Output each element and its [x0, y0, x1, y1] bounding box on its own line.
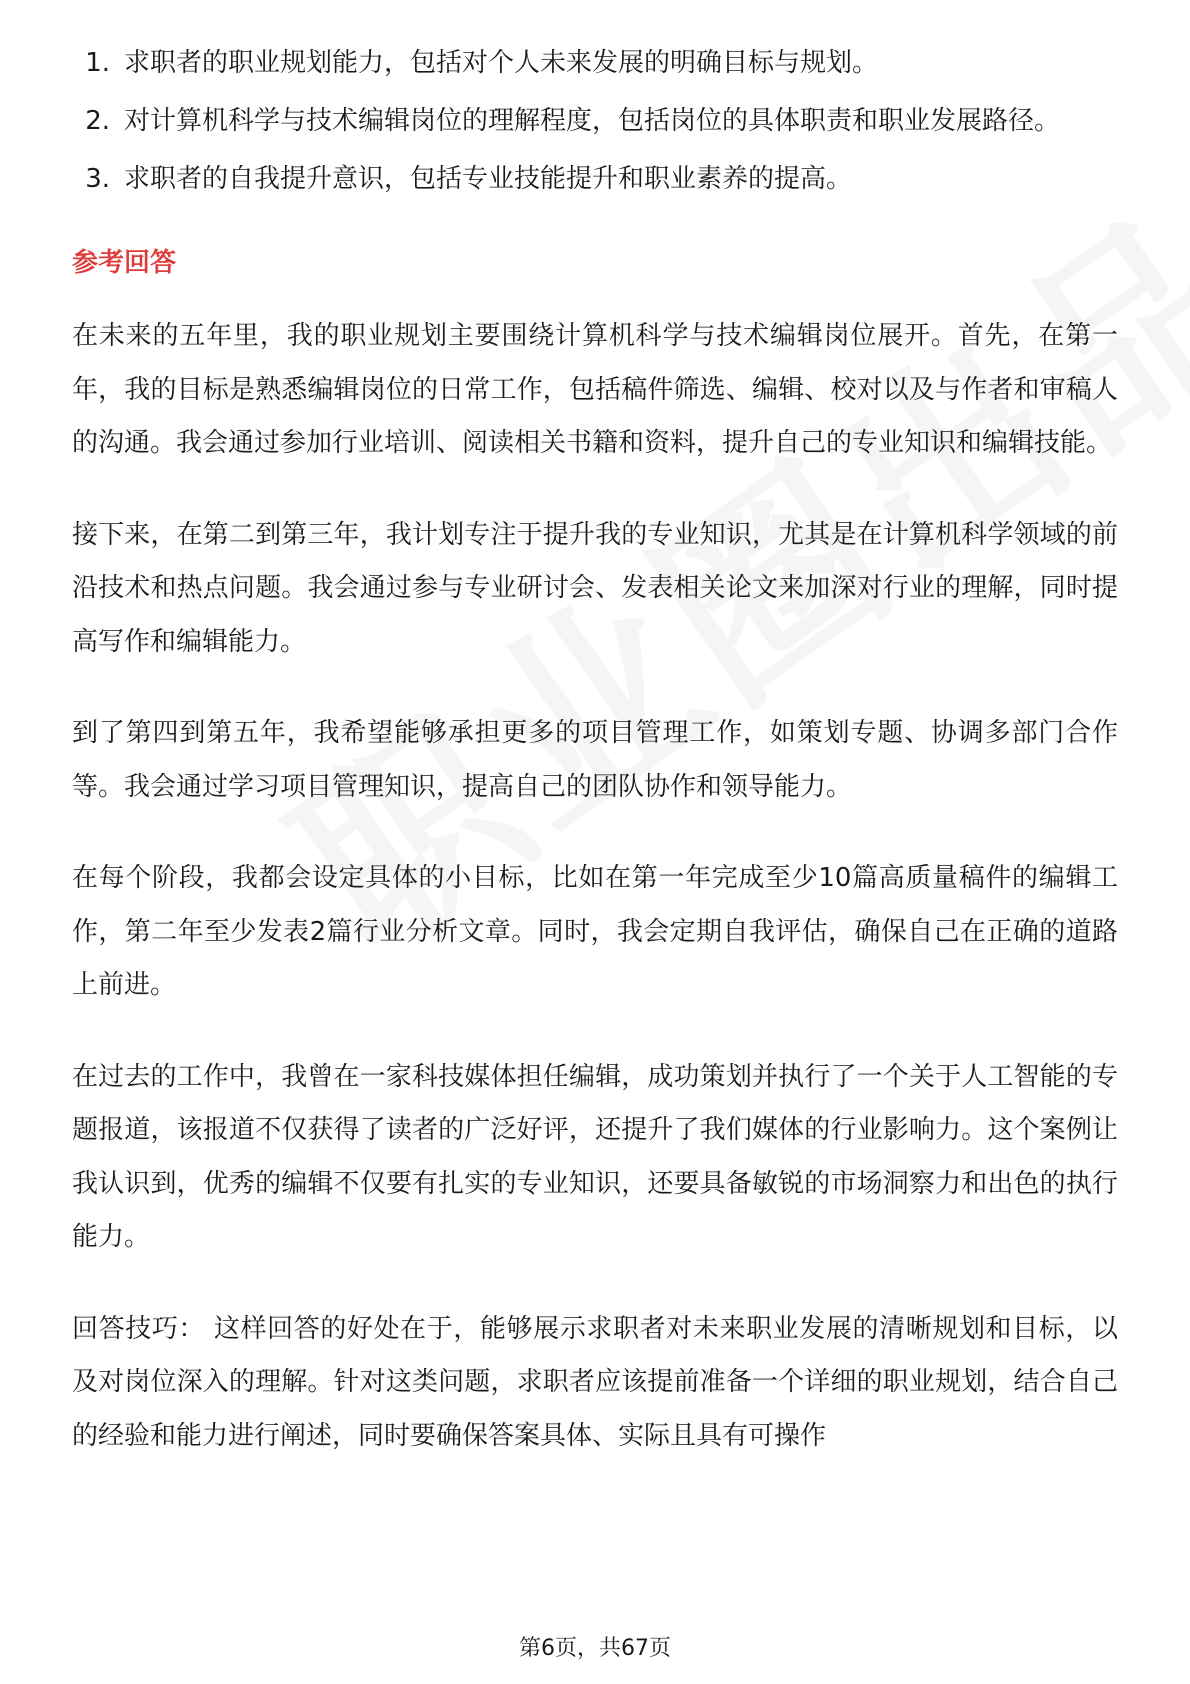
document-body — [72, 0, 1118, 1501]
paragraph: 接下来，在第二到第三年，我计划专注于提升我的专业知识，尤其是在计算机科学领域的前沿技术和热点问题。我会通过参与专业研讨会、发表相关论文来加深对行业的理解，同时提高写作和编辑能力。 — [72, 519, 1118, 657]
paragraph: 在每个阶段，我都会设定具体的小目标，比如在第一年完成至少10篇高质量稿件的编辑工作，第二年至少发表2篇行业分析文章。同时，我会定期自我评估，确保自己在正确的道路上前进。 — [72, 863, 1118, 1000]
list-item — [72, 153, 1118, 206]
list-item — [72, 95, 1118, 148]
list-number: 1. — [85, 48, 110, 78]
page-footer: 第6页，共67页 — [519, 1636, 671, 1661]
paragraph: 回答技巧： 这样回答的好处在于，能够展示求职者对未来职业发展的清晰规划和目标，以及对岗位深入的理解。针对这类问题，求职者应该提前准备一个详细的职业规划，结合自己的经验和能力进行阐述，同时要确保答案具体、实际且具有可操作 — [72, 1313, 1118, 1451]
list-number: 2. — [85, 106, 110, 136]
paragraph: 在过去的工作中，我曾在一家科技媒体担任编辑，成功策划并执行了一个关于人工智能的专题报道，该报道不仅获得了读者的广泛好评，还提升了我们媒体的行业影响力。这个案例让我认识到，优秀的编辑不仅要有扎实的专业知识，还要具备敏锐的市场洞察力和出色的执行能力。 — [72, 1061, 1118, 1252]
list-text: 对计算机科学与技术编辑岗位的理解程度，包括岗位的具体职责和职业发展路径。 — [124, 106, 1061, 136]
section-heading: 参考回答 — [72, 248, 177, 278]
list-number: 3. — [85, 164, 110, 194]
criteria-list — [72, 37, 1118, 206]
paragraph: 在未来的五年里，我的职业规划主要围绕计算机科学与技术编辑岗位展开。首先，在第一年，我的目标是熟悉编辑岗位的日常工作，包括稿件筛选、编辑、校对以及与作者和审稿人的沟通。我会通过参加行业培训、阅读相关书籍和资料，提升自己的专业知识和编辑技能。 — [72, 321, 1118, 458]
list-text: 求职者的自我提升意识，包括专业技能提升和职业素养的提高。 — [124, 164, 853, 194]
list-item — [72, 37, 1118, 90]
list-text: 求职者的职业规划能力，包括对个人未来发展的明确目标与规划。 — [124, 48, 879, 78]
paragraph: 到了第四到第五年，我希望能够承担更多的项目管理工作，如策划专题、协调多部门合作等。我会通过学习项目管理知识，提高自己的团队协作和领导能力。 — [72, 718, 1118, 802]
